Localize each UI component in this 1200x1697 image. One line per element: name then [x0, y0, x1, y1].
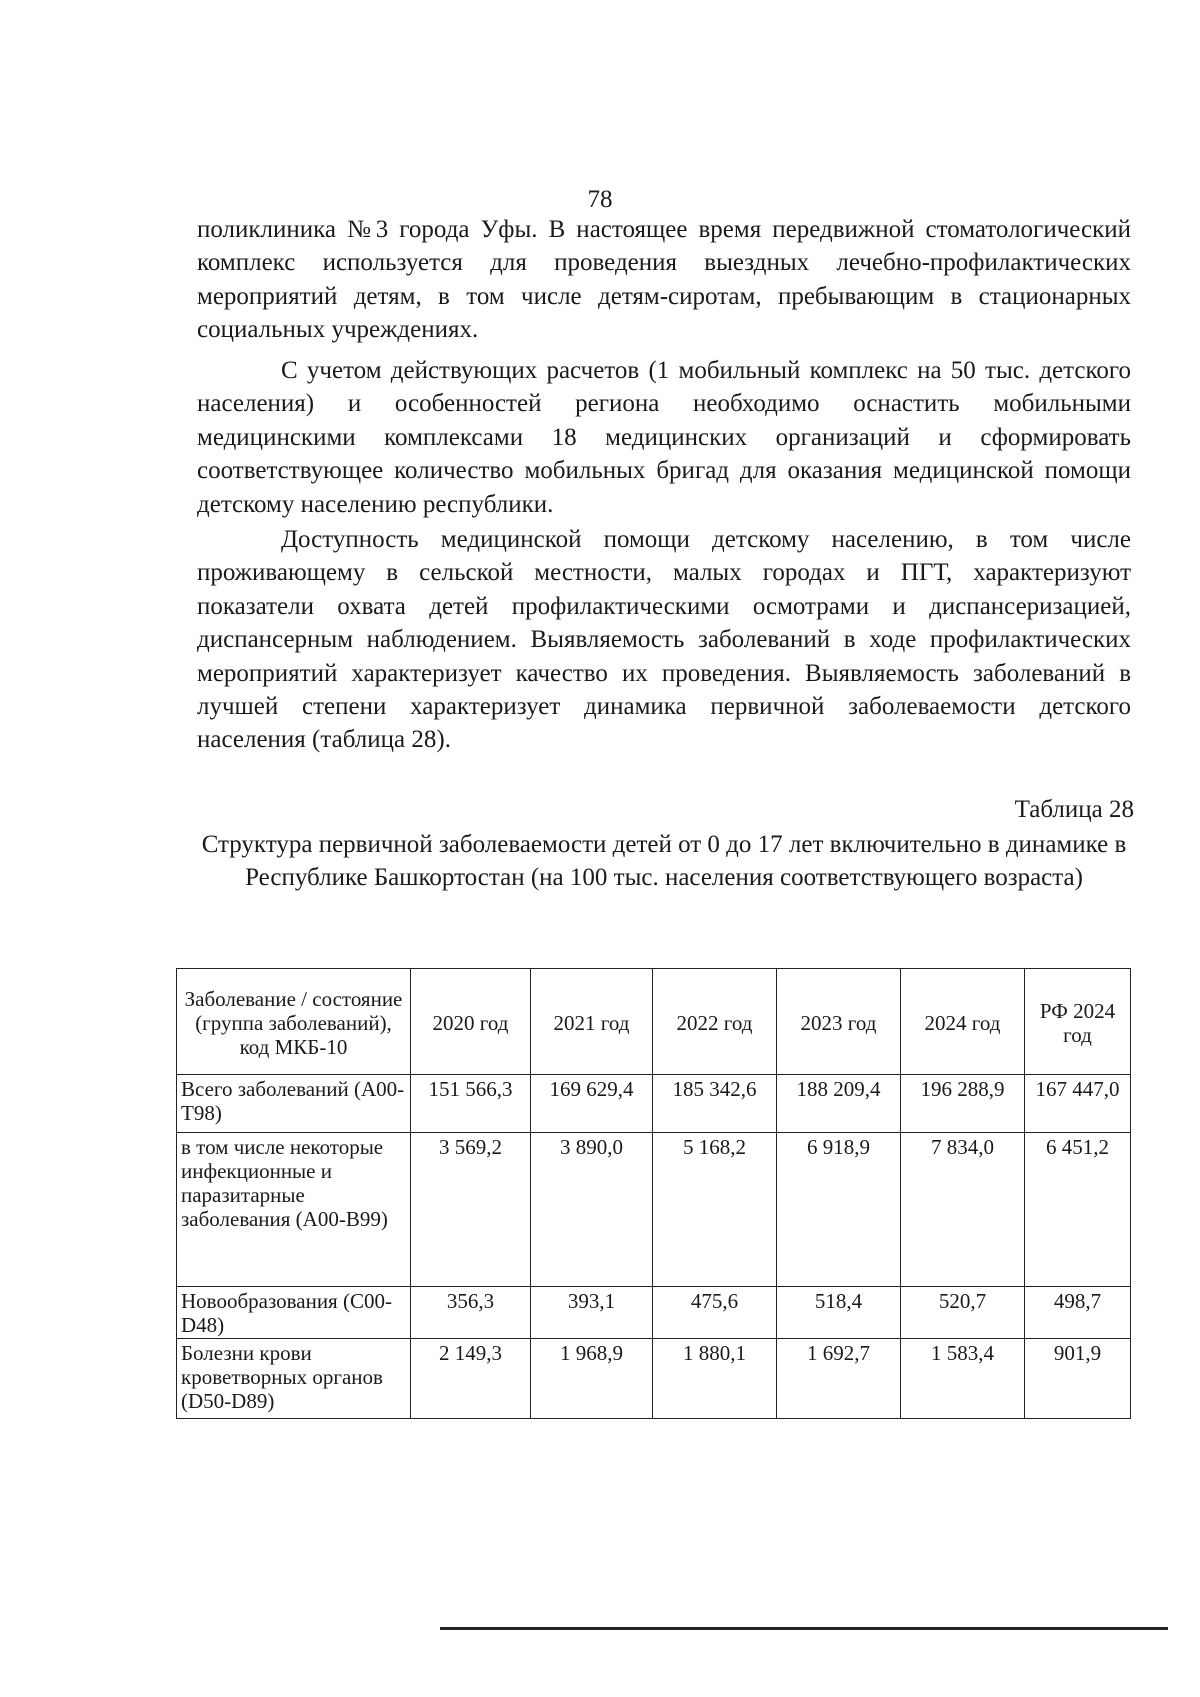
row-label: в том числе некоторые инфекционные и паразитарные заболевания (А00-В99) — [177, 1133, 411, 1287]
row-label: Новообразования (С00-D48) — [177, 1287, 411, 1339]
cell-value: 196 288,9 — [901, 1075, 1025, 1133]
header-disease: Заболевание / состояние (группа заболеваний), код МКБ-10 — [177, 969, 411, 1075]
cell-value: 393,1 — [531, 1287, 653, 1339]
header-2022: 2022 год — [653, 969, 777, 1075]
paragraph-mobile-complexes — [197, 354, 1131, 521]
morbidity-table — [176, 968, 1131, 1419]
cell-value: 188 209,4 — [777, 1075, 901, 1133]
cell-value: 185 342,6 — [653, 1075, 777, 1133]
cell-value: 6 451,2 — [1025, 1133, 1131, 1287]
paragraph-3: Доступность медицинской помощи детскому населению, в том числе проживающему в сельской местности, малых городах и ПГТ, характеризуют показатели охвата детей профилактическими осмотрами и диспансеризацией, диспансерным наблюдением. Выявляемость заболеваний в ходе профилактических мероприятий характеризует качество их проведения. Выявляемость заболеваний в лучшей степени характеризует динамика первичной заболеваемости детского населения (таблица 28). — [197, 526, 1131, 754]
cell-value: 356,3 — [411, 1287, 531, 1339]
cell-value: 3 890,0 — [531, 1133, 653, 1287]
cell-value: 475,6 — [653, 1287, 777, 1339]
paragraph-1: поликлиника №3 города Уфы. В настоящее время передвижной стоматологический комплекс используется для проведения выездных лечебно-профилактических мероприятий детям, в том числе детям-сиротам, пребывающим в стационарных социальных учреждениях. — [197, 216, 1131, 344]
paragraph-2: С учетом действующих расчетов (1 мобильный комплекс на 50 тыс. детского населения) и особенностей региона необходимо оснастить мобильными медицинскими комплексами 18 медицинских организаций и сформировать соответствующее количество мобильных бригад для оказания медицинской помощи детскому населению республики. — [197, 357, 1131, 518]
cell-value: 3 569,2 — [411, 1133, 531, 1287]
cell-value: 6 918,9 — [777, 1133, 901, 1287]
cell-value: 2 149,3 — [411, 1339, 531, 1419]
cell-value: 518,4 — [777, 1287, 901, 1339]
page-number: 78 — [587, 186, 613, 213]
cell-value: 1 880,1 — [653, 1339, 777, 1419]
cell-value: 151 566,3 — [411, 1075, 531, 1133]
cell-value: 167 447,0 — [1025, 1075, 1131, 1133]
row-label: Всего заболеваний (А00-Т98) — [177, 1075, 411, 1133]
footer-rule — [440, 1627, 1168, 1630]
table-row — [177, 1075, 1131, 1133]
table-row — [177, 1287, 1131, 1339]
table-label: Таблица 28 — [1014, 796, 1134, 823]
cell-value: 1 692,7 — [777, 1339, 901, 1419]
header-2021: 2021 год — [531, 969, 653, 1075]
cell-value: 5 168,2 — [653, 1133, 777, 1287]
paragraph-accessibility — [197, 523, 1131, 757]
cell-value: 7 834,0 — [901, 1133, 1025, 1287]
table-row — [177, 1133, 1131, 1287]
cell-value: 1 583,4 — [901, 1339, 1025, 1419]
table-row — [177, 1339, 1131, 1419]
cell-value: 169 629,4 — [531, 1075, 653, 1133]
cell-value: 520,7 — [901, 1287, 1025, 1339]
table-header-row — [177, 969, 1131, 1075]
header-2024: 2024 год — [901, 969, 1025, 1075]
header-2020: 2020 год — [411, 969, 531, 1075]
table-title: Структура первичной заболеваемости детей от 0 до 17 лет включительно в динамике в Республике Башкортостан (на 100 тыс. населения соответствующего возраста) — [201, 831, 1127, 892]
paragraph-continuation — [197, 213, 1131, 347]
cell-value: 498,7 — [1025, 1287, 1131, 1339]
cell-value: 1 968,9 — [531, 1339, 653, 1419]
row-label: Болезни крови кроветворных органов (D50-D89) — [177, 1339, 411, 1419]
header-rf-2024: РФ 2024 год — [1025, 969, 1131, 1075]
cell-value: 901,9 — [1025, 1339, 1131, 1419]
header-2023: 2023 год — [777, 969, 901, 1075]
